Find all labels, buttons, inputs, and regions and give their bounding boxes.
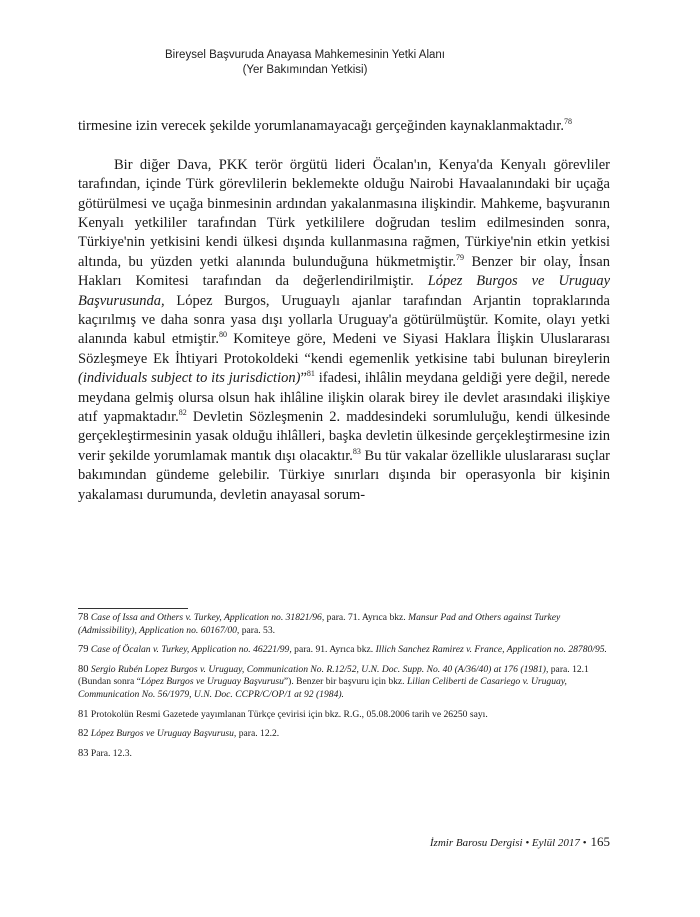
case-title-lopez-burgos: Lόpez Burgos ve Uruguay Başvurusunda, [78, 273, 611, 309]
footnote-78: 78 Case of Issa and Others v. Turkey, Application no. 31821/96, para. 71. Ayrıca bkz. Mansur Pad and Others against Turkey (Admissibility), Application no. 60167/00, para. 53. [78, 612, 561, 636]
footnote-ref-80[interactable]: 80 [218, 330, 227, 340]
running-header-title: Bireysel Başvuruda Anayasa Mahkemesinin Yetki Alanı [165, 49, 445, 61]
body-text [78, 117, 610, 505]
journal-name: İzmir Barosu Dergisi • Eylül 2017 • [429, 837, 587, 849]
paragraph-1: tirmesine izin verecek şekilde yorumlanamayacağı gerçeğinden kaynaklanmaktadır.$^{78}$ [78, 117, 572, 134]
running-header [0, 48, 610, 78]
page-footer [0, 834, 610, 850]
footnote-divider [78, 608, 188, 609]
footnote-ref-81[interactable]: 81 [306, 369, 315, 379]
paragraph-2: Bir diğer Dava, PKK terör örgütü lideri Öcalan'ın, Kenya'da Kenyalı görevliler tarafından, içinde Türk görevlilerin beklemekte olduğu Nairobi Havaalanındaki bir uçağa götürülmesi ve uçağa binmesinin ardından yakalanmasına ilişkindir. Mahkeme, başvuranın Kenyalı yetkililer tarafından Türk yetkililere doğrudan teslim edilmesinden sonra, Türkiye'nin yetkisini kendi ülkesi dışında kullanmasına rağmen, Türkiye'nin etkin yetkisi altında, bu yüzden yetki alanında bulunduğuna hükmetmiştir.$^{79}$ Benzer bir olay, İnsan Hakları Komitesi tarafından da değerlendirilmiştir. Lόpez Burgos ve Uruguay Başvurusunda, Lόpez Burgos, Uruguaylı ajanlar tarafından Arjantin topraklarında kaçırılmış ve daha sonra yasa dışı yollarla Uruguay'a götürülmüştür. Komite, olayı yetki alanında kabul etmiştir.$^{80}$ Komiteye göre, Medeni ve Siyasi Haklara İlişkin Uluslararası Sözleşmeye Ek İhtiyari Protokoldeki “kendi egemenlik yetkisine tabi bulunan bireylerin (individuals subject to its jurisdiction)”$^{81}$ ifadesi, ihlâlin meydana geldiği yere değil, nerede meydana gelmiş olursa olsun hak ihlâline ilişkin olarak birey ile devlet arasındaki ilişkiye atıf yapmaktadır.$^{82}$ Devletin Sözleşmenin 2. maddesindeki sorumluluğu, kendi ülkesinde gerçekleştirmesinin yasak olduğu ihlâlleri, başka devletin ülkesinde gerçekleştirmesine izin verir şekilde yorumlamak mantık dışı olacaktır.$^{83}$ Bu tür vakalar özellikle uluslararası suçlar bakımından gündeme gelebilir. Türkiye sınırları dışında bir operasyonla bir kişinin yakalaması durumunda, devletin anayasal sorum- [78, 156, 611, 503]
footnote-80: 80 Sergio Rubén Lopez Burgos v. Uruguay, Communication No. R.12/52, U.N. Doc. Supp. No. 40 (A/36/40) at 176 (1981), para. 12.1 (Bundan sonra “Lόpez Burgos ve Uruguay Başvurusu”). Benzer bir başvuru için bkz. Lilian Celiberti de Casariego v. Uruguay, Communication No. 56/1979, U.N. Doc. CCPR/C/OP/1 at 92 (1984). [78, 663, 589, 700]
quoted-english-phrase: (individuals subject to its jurisdiction) [78, 370, 301, 387]
footnote-81: 81 Protokolün Resmi Gazetede yayımlanan Türkçe çevirisi için bkz. R.G., 05.08.2006 tarih ve 26250 sayı. [78, 708, 488, 720]
page-number: 165 [590, 834, 610, 849]
footnotes [78, 612, 610, 767]
running-header-subtitle: (Yer Bakımından Yetkisi) [242, 64, 368, 76]
footnote-79: 79 Case of Öcalan v. Turkey, Application no. 46221/99, para. 91. Ayrıca bkz. Illich Sanchez Ramirez v. France, Application no. 28780/95. [78, 644, 607, 656]
footnote-83: 83 Para. 12.3. [78, 747, 132, 759]
footnote-ref-78[interactable]: 78 [563, 117, 572, 127]
footnote-ref-79[interactable]: 79 [456, 253, 465, 262]
footnote-ref-82[interactable]: 82 [178, 408, 187, 418]
footnote-82: 82 Lόpez Burgos ve Uruguay Başvurusu, para. 12.2. [78, 728, 280, 740]
footnote-ref-83[interactable]: 83 [352, 447, 361, 457]
